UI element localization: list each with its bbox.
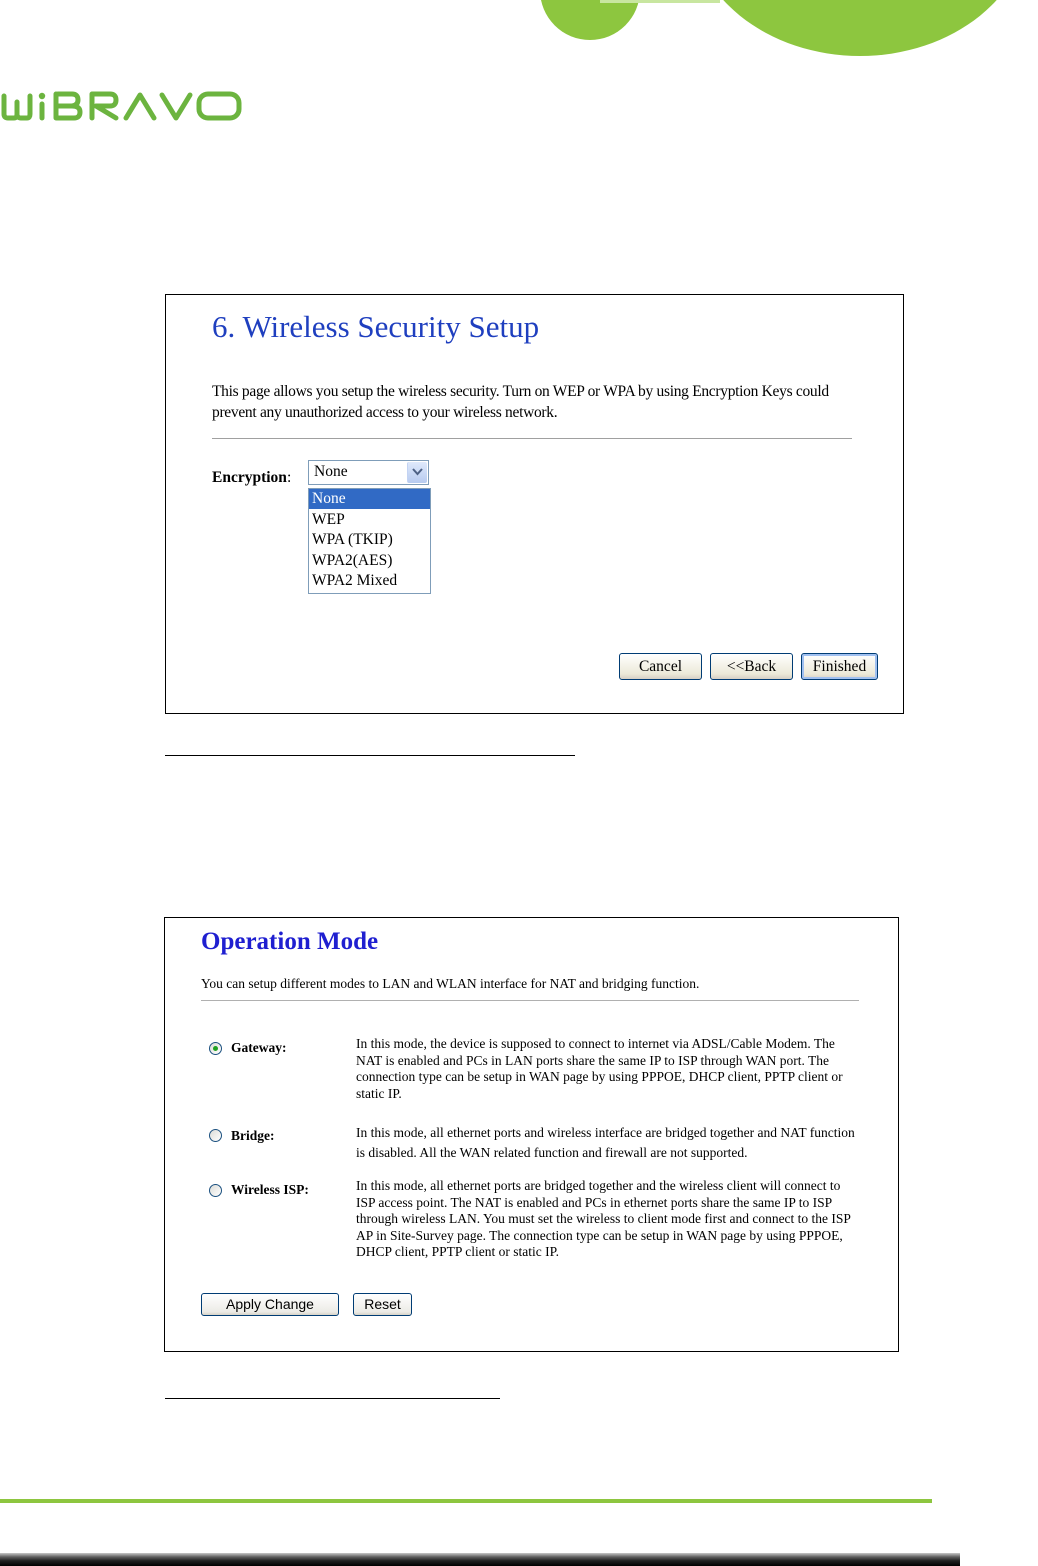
reset-button[interactable]: Reset <box>353 1293 412 1316</box>
bridge-description: In this mode, all ethernet ports and wireless interface are bridged together and NAT function is disabled. All the WAN related function and firewall are not supported. <box>356 1125 855 1160</box>
bridge-radio[interactable] <box>209 1129 222 1142</box>
wireless-isp-label: Wireless ISP: <box>231 1182 309 1197</box>
radio-selected-dot <box>213 1046 218 1051</box>
gateway-radio[interactable] <box>209 1042 222 1055</box>
divider <box>201 1000 859 1001</box>
encryption-option-wpa2-mixed[interactable]: WPA2 Mixed <box>312 572 398 589</box>
apply-change-button[interactable]: Apply Change <box>201 1293 339 1316</box>
panel-title: Operation Mode <box>201 928 379 955</box>
encryption-label <box>212 469 291 487</box>
caption-rule <box>165 1398 500 1399</box>
operation-mode-panel <box>164 917 899 1352</box>
bridge-label: Bridge: <box>231 1128 275 1143</box>
cancel-button[interactable]: Cancel <box>619 653 702 680</box>
encryption-label-colon: : <box>286 469 292 486</box>
panel-title: 6. Wireless Security Setup <box>212 309 540 344</box>
encryption-label-text: Encryption <box>212 469 287 486</box>
footer-bar <box>0 1553 960 1566</box>
chevron-down-icon[interactable] <box>407 462 427 483</box>
gateway-description: In this mode, the device is supposed to connect to internet via ADSL/Cable Modem. The NAT is enabled and PCs in LAN ports share the same IP to ISP through WAN port. The connection type can be setup in WAN page by using PPPOE, DHCP client, PPTP client or static IP. <box>356 1036 843 1101</box>
caption-rule <box>165 755 575 756</box>
wireless-isp-description: In this mode, all ethernet ports are bridged together and the wireless client will connect to ISP access point. The NAT is enabled and PCs in ethernet ports share the same IP to ISP through wireless LAN. You must set the wireless to client mode first and connect to the ISP AP in Site-Survey page. The connection type can be setup in WAN page by using PPPOE, DHCP client, PPTP client or static IP. <box>356 1178 851 1259</box>
gateway-label: Gateway: <box>231 1040 287 1055</box>
header-decoration-bridge <box>600 0 720 3</box>
wireless-isp-radio[interactable] <box>209 1184 222 1197</box>
finished-button[interactable]: Finished <box>801 653 878 680</box>
wibravo-logo <box>0 90 245 122</box>
encryption-option-none[interactable]: None <box>309 489 430 509</box>
panel-description: You can setup different modes to LAN and WLAN interface for NAT and bridging function. <box>201 976 700 991</box>
back-button[interactable]: <<Back <box>710 653 793 680</box>
divider <box>212 438 852 439</box>
panel-description: This page allows you setup the wireless security. Turn on WEP or WPA by using Encryption Keys could prevent any unauthorized access to your wireless network. <box>212 383 829 421</box>
header-decoration-right <box>690 0 1030 56</box>
encryption-option-wpa2-aes[interactable]: WPA2(AES) <box>312 551 393 569</box>
wireless-security-panel <box>165 294 904 714</box>
encryption-option-wep[interactable]: WEP <box>312 510 345 528</box>
encryption-select[interactable] <box>308 460 429 485</box>
footer-accent-line <box>0 1499 932 1503</box>
encryption-dropdown-list <box>308 488 431 594</box>
header-decoration-left <box>540 0 640 40</box>
encryption-option-wpa-tkip[interactable]: WPA (TKIP) <box>312 531 393 548</box>
encryption-select-value: None <box>314 463 348 480</box>
